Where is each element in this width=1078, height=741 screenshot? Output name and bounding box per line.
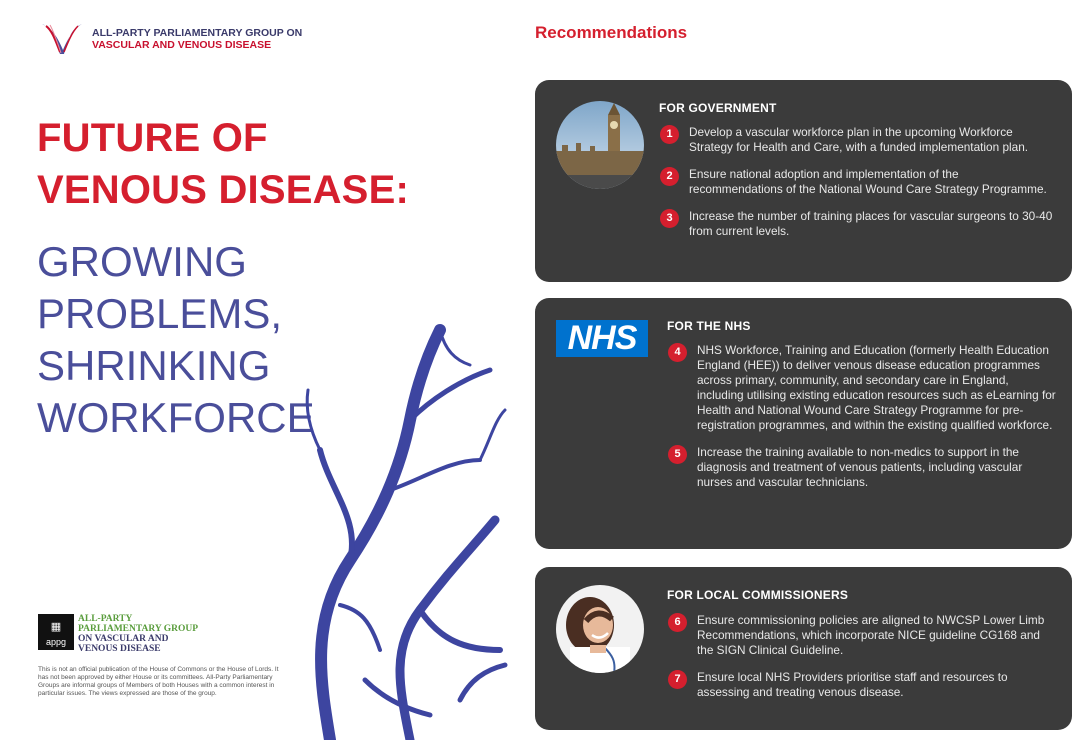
nhs-panel (535, 298, 1072, 549)
vascular-logo-icon (38, 20, 86, 58)
recommendation-item (668, 343, 1056, 433)
appg-line: ON VASCULAR AND (78, 634, 169, 644)
page-title: Recommendations (535, 23, 688, 42)
appg-text (78, 614, 198, 654)
nurse-photo (556, 585, 644, 673)
appg-logo-box (38, 614, 74, 650)
appg-line: VENOUS DISEASE (78, 644, 161, 654)
appg-footer-logo (38, 614, 198, 654)
number-badge: 4 (668, 343, 687, 362)
title-red (37, 112, 409, 216)
local-commissioners-panel (535, 567, 1072, 730)
section-heading: FOR GOVERNMENT (659, 101, 777, 115)
subtitle-line: SHRINKING (37, 342, 271, 389)
recommendation-text: Increase the number of training places for vascular surgeons to 30-40 from current levels. (689, 209, 1053, 238)
recommendation-text: Ensure commissioning policies are aligned to NWCSP Lower Limb Recommendations, which incorporate NICE guideline CG168 and the SIGN Clinical Guideline. (697, 613, 1045, 657)
appg-header-logo (38, 20, 302, 58)
disclaimer-text: This is not an official publication of the House of Commons or the House of Lords. It has not been approved by either House or its committees. All-Party Parliamentary Groups are informal groups of Members of both Houses with a common interest in particular issues. The views expressed are those of the group. (38, 666, 279, 697)
cover-page (0, 0, 510, 741)
nhs-logo: NHS (556, 320, 648, 357)
recommendation-text: Increase the training available to non-medics to support in the diagnosis and treatment of venous patients, including vascular nurses and vascular technicians. (697, 445, 1023, 489)
logo-line-1: ALL-PARTY PARLIAMENTARY GROUP ON (92, 27, 303, 39)
recommendation-text: Ensure national adoption and implementation of the recommendations of the National Wound Care Strategy Programme. (689, 167, 1047, 196)
logo-line-2: VASCULAR AND VENOUS DISEASE (92, 39, 272, 51)
recommendation-list (668, 613, 1056, 712)
recommendation-text: Ensure local NHS Providers prioritise staff and resources to assessing and treating venous disease. (697, 670, 1008, 699)
subtitle-line: WORKFORCE (37, 394, 315, 441)
number-badge: 7 (668, 670, 687, 689)
number-badge: 5 (668, 445, 687, 464)
subtitle-blue (37, 236, 315, 444)
government-panel (535, 80, 1072, 282)
recommendation-item (668, 670, 1056, 700)
recommendation-item (660, 125, 1055, 155)
nurse-icon (556, 585, 644, 673)
recommendation-item (660, 167, 1055, 197)
vein-illustration (290, 320, 510, 740)
appg-line: PARLIAMENTARY GROUP (78, 624, 199, 634)
portcullis-icon: ▦ (50, 621, 62, 633)
number-badge: 1 (660, 125, 679, 144)
westminster-photo (556, 101, 644, 189)
recommendation-list (660, 125, 1055, 251)
recommendation-item (668, 613, 1056, 658)
section-heading: FOR LOCAL COMMISSIONERS (667, 588, 849, 602)
section-heading: FOR THE NHS (667, 319, 751, 333)
appg-box-label: appg (45, 637, 67, 647)
appg-line: ALL-PARTY (78, 614, 133, 624)
recommendation-item (660, 209, 1055, 239)
number-badge: 2 (660, 167, 679, 186)
number-badge: 3 (660, 209, 679, 228)
recommendation-list (668, 343, 1056, 502)
number-badge: 6 (668, 613, 687, 632)
big-ben-icon (556, 101, 644, 189)
recommendation-item (668, 445, 1056, 490)
subtitle-line: PROBLEMS, (37, 290, 283, 337)
title-red-line: FUTURE OF (37, 116, 268, 160)
recommendation-text: Develop a vascular workforce plan in the upcoming Workforce Strategy for Health and Care, with a funded implementation plan. (689, 125, 1029, 154)
subtitle-line: GROWING (37, 238, 247, 285)
header-logo-text (92, 27, 302, 51)
recommendations-page (510, 0, 1078, 741)
recommendation-text: NHS Workforce, Training and Education (formerly Health Education England (HEE)) to deliver venous disease education programmes across primary, community, and secondary care in England, including utilising existing education resources such as eLearning for Health and National Wound Care Strategy Programme for pre-registration programmes, and within the existing qualified workforce. (697, 343, 1056, 432)
title-red-line: VENOUS DISEASE: (37, 168, 409, 212)
